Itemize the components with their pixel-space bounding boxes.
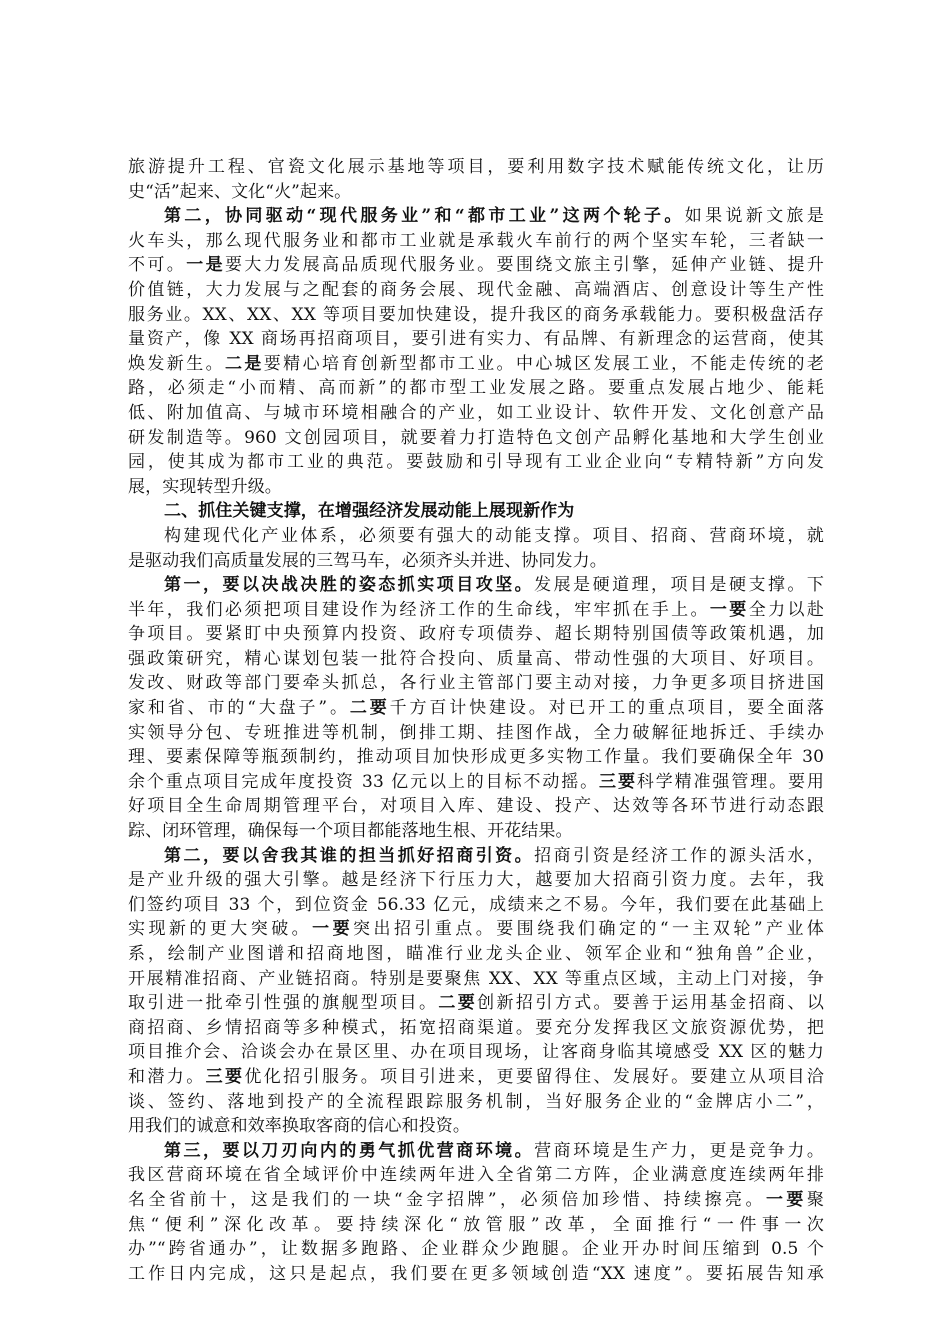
text-line: [128, 229, 824, 254]
text-run: 和潜力。: [128, 1066, 206, 1087]
text-run: 强政策研究，精心谋划包装一批符合投向、质量高、带动性强的大项目、好项目。: [128, 648, 824, 669]
text-run: 旅游提升工程、官瓷文化展示基地等项目，要利用数字技术赋能传统文化，让历: [128, 157, 824, 177]
text-run: 是产业升级的强大引擎。越是经济下行压力大，越要加大招商引资力度。去年，我: [128, 870, 824, 891]
text-run: 招商引资是经济工作的源头活水，: [534, 845, 824, 866]
text-line: [128, 401, 824, 426]
text-line: [128, 794, 824, 819]
text-line: [128, 967, 824, 992]
text-run: 余个重点项目完成年度投资 33 亿元以上的目标不动摇。: [128, 771, 600, 792]
document-page: [128, 155, 824, 1286]
text-run: 优化招引服务。项目引进来，更要留得住、发展好。要建立从项目洽: [244, 1066, 824, 1087]
text-run: 路，必须走“小而精、高而新”的都市型工业发展之路。要重点发展占地少、能耗: [128, 378, 824, 399]
text-run: 焕发新生。: [128, 353, 225, 374]
text-line: [128, 671, 824, 696]
text-line: [128, 991, 824, 1016]
text-run: 要大力发展高品质现代服务业。要围绕文旅主引擎，延伸产业链、提升: [225, 255, 824, 276]
bold-text-run: 二、抓住关键支撑，在增强经济发展动能上展现新作为: [164, 501, 575, 522]
text-run: 史“活”起来、文化“火”起来。: [128, 181, 352, 202]
text-line: [128, 942, 824, 967]
bold-text-run: 二要: [438, 993, 478, 1014]
text-line: [128, 352, 824, 377]
text-line: [128, 1188, 824, 1213]
text-run: 谈、签约、落地到投产的全流程跟踪服务机制，当好服务企业的“金牌店小二”，: [128, 1091, 824, 1112]
text-line: [128, 1163, 824, 1188]
text-line: [128, 278, 824, 303]
text-line: [128, 1139, 824, 1164]
text-run: 家和省、市的“大盘子”。: [128, 698, 350, 719]
text-line: [128, 745, 824, 770]
text-run: 们签约项目 33 个，到位资金 56.33 亿元，成绩来之不易。今年，我们要在此基础上: [128, 894, 824, 915]
text-run: 如果说新文旅是: [684, 206, 825, 227]
bold-text-run: 二是: [224, 353, 264, 374]
text-run: 科学精准强管理。要用: [636, 771, 825, 792]
text-line: [128, 204, 824, 229]
text-line: [128, 868, 824, 893]
text-line: [128, 622, 824, 647]
text-line: [128, 647, 824, 672]
text-run: 构建现代化产业体系，必须要有强大的动能支撑。项目、招商、营商环境，就: [164, 525, 824, 546]
text-line: [128, 573, 824, 598]
bold-text-run: 第一，要以决战决胜的姿态抓实项目攻坚。: [164, 575, 535, 596]
text-line: [128, 475, 824, 500]
text-line: [128, 1114, 824, 1139]
text-run: 发改、财政等部门要牵头抓总，各行业主管部门要主动对接，力争更多项目挤进国: [128, 673, 824, 694]
bold-text-run: 三要: [599, 771, 637, 792]
text-run: 创新招引方式。要善于运用基金招商、以: [477, 993, 824, 1014]
text-line: [128, 426, 824, 451]
text-run: 火车头，那么现代服务业和都市工业就是承载火车前行的两个坚实车轮，三者缺一: [128, 230, 824, 251]
text-line: [128, 499, 824, 524]
text-line: [128, 721, 824, 746]
text-line: [128, 1040, 824, 1065]
text-run: 营商环境是生产力，更是竞争力。: [534, 1140, 824, 1161]
text-run: 名全省前十，这是我们的一块“金字招牌”，必须倍加珍惜、持续擦亮。: [128, 1189, 766, 1210]
text-line: [128, 819, 824, 844]
text-run: 实领导分包、专班推进等机制，倒排工期、挂图作战，全力破解征地拆迁、手续办: [128, 722, 824, 743]
text-line: [128, 253, 824, 278]
text-run: 量资产，像 XX 商场再招商项目，要引进有实力、有品牌、有新理念的运营商，使其: [128, 329, 824, 350]
text-line: [128, 524, 824, 549]
bold-text-run: 第三，要以刀刃向内的勇气抓优营商环境。: [164, 1140, 535, 1161]
text-line: [128, 1237, 824, 1262]
text-run: 工作日内完成，这只是起点，我们要在更多领域创造“XX 速度”。要拓展告知承: [128, 1263, 824, 1284]
text-line: [128, 303, 824, 328]
text-run: 不可。: [128, 255, 187, 276]
text-line: [128, 1262, 824, 1287]
text-run: 好项目全生命周期管理平台，对项目入库、建设、投产、达效等各环节进行动态跟: [128, 796, 824, 817]
text-run: 服务业。XX、XX、XX 等项目要加快建设，提升我区的商务承载能力。要积极盘活存: [128, 304, 824, 325]
text-run: 实现新的更大突破。: [128, 919, 313, 940]
bold-text-run: 二要: [349, 698, 390, 719]
bold-text-run: 一要: [312, 919, 354, 940]
text-line: [128, 917, 824, 942]
text-line: [128, 1016, 824, 1041]
text-run: 是驱动我们高质量发展的三驾马车，必须齐头并进、协同发力。: [128, 550, 607, 571]
text-line: [128, 327, 824, 352]
text-line: [128, 549, 824, 574]
bold-text-run: 第二，要以舍我其谁的担当抓好招商引资。: [164, 845, 535, 866]
text-run: 踪、闭环管理，确保每一个项目都能落地生根、开花结果。: [128, 821, 573, 842]
text-run: 项目推介会、洽谈会办在景区里、办在项目现场，让客商身临其境感受 XX 区的魅力: [128, 1042, 824, 1063]
text-run: 发展是硬道理，项目是硬支撑。下: [534, 575, 824, 596]
text-run: 研发制造等。960 文创园项目，就要着力打造特色文创产品孵化基地和大学生创业: [128, 427, 824, 448]
text-run: 突出招引重点。要围绕我们确定的“一主双轮”产业体: [353, 919, 825, 940]
text-line: [128, 1090, 824, 1115]
text-line: [128, 893, 824, 918]
text-run: 要精心培育创新型都市工业。中心城区发展工业，不能走传统的老: [263, 353, 824, 374]
text-line: [128, 155, 824, 180]
bold-text-run: 一是: [186, 255, 225, 276]
text-run: 我区营商环境在省全域评价中连续两年进入全省第二方阵，企业满意度连续两年排: [128, 1165, 824, 1186]
text-line: [128, 1065, 824, 1090]
bold-text-run: 一要: [709, 599, 749, 620]
text-run: 低、附加值高、与城市环境相融合的产业，如工业设计、软件开发、文化创意产品: [128, 402, 824, 423]
text-run: 取引进一批牵引性强的旗舰型项目。: [128, 993, 439, 1014]
text-run: 开展精准招商、产业链招商。特别是要聚焦 XX、XX 等重点区域，主动上门对接，争: [128, 968, 824, 989]
text-line: [128, 844, 824, 869]
text-run: 商招商、乡情招商等多种模式，拓宽招商渠道。要充分发挥我区文旅资源优势，把: [128, 1017, 824, 1038]
text-line: [128, 180, 824, 205]
text-run: 半年，我们必须把项目建设作为经济工作的生命线，牢牢抓在手上。: [128, 599, 710, 620]
text-run: 全力以赴: [748, 599, 824, 620]
text-run: 系，绘制产业图谱和招商地图，瞄准行业龙头企业、领军企业和“独角兽”企业，: [128, 944, 824, 964]
text-run: 用我们的诚意和效率换取客商的信心和投资。: [128, 1116, 470, 1137]
text-line: [128, 450, 824, 475]
bold-text-run: 第二，协同驱动“现代服务业”和“都市工业”这两个轮子。: [164, 206, 685, 227]
text-line: [128, 598, 824, 623]
text-run: 展，实现转型升级。: [128, 476, 282, 497]
text-run: 园，使其成为都市工业的典范。要鼓励和引导现有工业企业向“专精特新”方向发: [128, 452, 824, 473]
text-run: 价值链，大力发展与之配套的商务会展、现代金融、高端酒店、创意设计等生产性: [128, 279, 824, 300]
bold-text-run: 三要: [205, 1066, 245, 1087]
text-run: 理、要素保障等瓶颈制约，推动项目加快形成更多实物工作量。我们要确保全年 30: [128, 747, 824, 768]
text-run: 千方百计快建设。对已开工的重点项目，要全面落: [389, 698, 824, 719]
text-run: 聚: [806, 1189, 824, 1210]
text-run: 焦“便利”深化改革。要持续深化“放管服”改革，全面推行“一件事一次: [128, 1214, 824, 1235]
text-line: [128, 770, 824, 795]
text-line: [128, 1213, 824, 1238]
text-run: 争项目。要紧盯中央预算内投资、政府专项债券、超长期特别国债等政策机遇，加: [128, 624, 824, 645]
bold-text-run: 一要: [765, 1189, 807, 1210]
text-line: [128, 376, 824, 401]
text-run: 办”“跨省通办”，让数据多跑路、企业群众少跑腿。企业开办时间压缩到 0.5 个: [128, 1239, 824, 1260]
text-line: [128, 696, 824, 721]
